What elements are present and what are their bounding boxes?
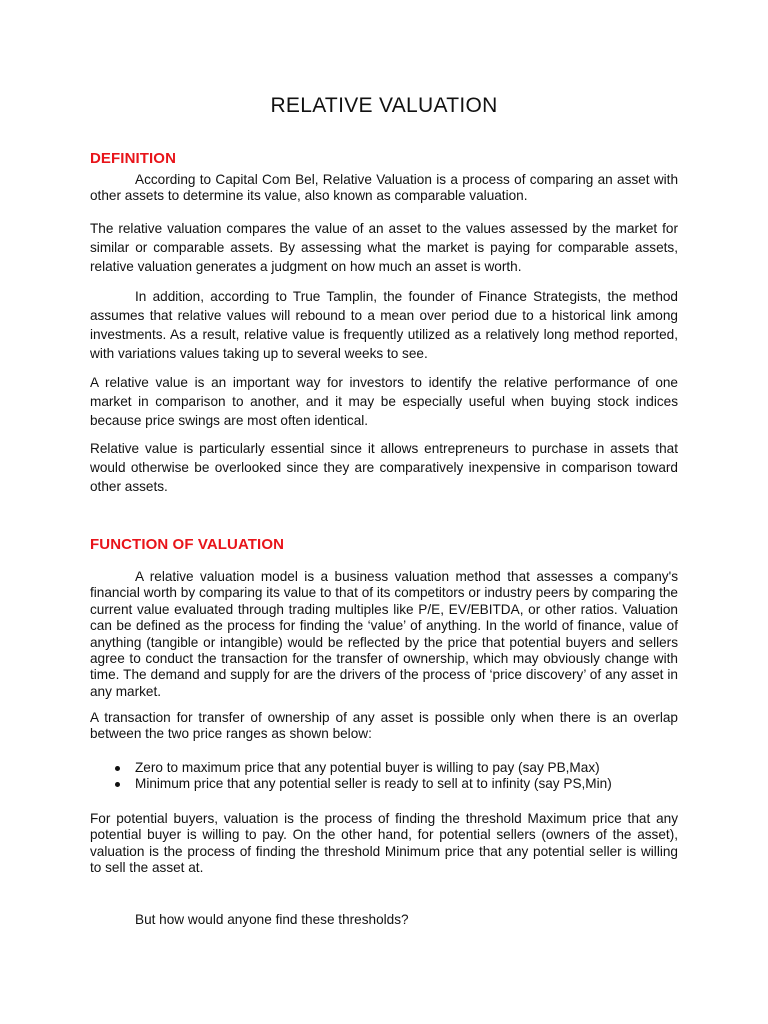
- function-paragraph-2: A transaction for transfer of ownership of any asset is possible only when there is an overlap between the two price ranges as shown below:: [90, 710, 678, 742]
- definition-paragraph-1: According to Capital Com Bel, Relative Valuation is a process of comparing an asset with other assets to determine its value, also known as comparable valuation.: [90, 172, 678, 204]
- price-range-list: [90, 760, 678, 793]
- closing-question: But how would anyone find these thresholds?: [135, 912, 409, 927]
- list-item-text: Minimum price that any potential seller is ready to sell at to infinity (say PS,Min): [135, 776, 612, 792]
- function-paragraph-1: A relative valuation model is a business valuation method that assesses a company's financial worth by comparing its value to that of its competitors or industry peers by comparing the current value evaluated through trading multiples like P/E, EV/EBITDA, or other ratios. Valuation can be defined as the process for finding the ‘value’ of anything. In the world of finance, value of anything (tangible or intangible) would be reflected by the price that potential buyers and sellers agree to conduct the transaction for the transfer of ownership, which may obviously change with time. The demand and supply for are the drivers of the process of ‘price discovery’ of any asset in any market.: [90, 569, 678, 699]
- definition-paragraph-3: In addition, according to True Tamplin, the founder of Finance Strategists, the method assumes that relative values will rebound to a mean over period due to a historical link among investments. As a result, relative value is frequently utilized as a relatively long method reported, with variations values taking up to several weeks to see.: [90, 289, 678, 361]
- definition-paragraph-5: Relative value is particularly essential since it allows entrepreneurs to purchase in assets that would otherwise be overlooked since they are comparatively inexpensive in comparison toward other assets.: [90, 441, 678, 494]
- list-item-text: Zero to maximum price that any potential buyer is willing to pay (say PB,Max): [135, 760, 600, 775]
- page-title: RELATIVE VALUATION: [270, 94, 498, 117]
- function-paragraph-3: For potential buyers, valuation is the process of finding the threshold Maximum price that any potential buyer is willing to pay. On the other hand, for potential sellers (owners of the asset), valuation is the process of finding the threshold Minimum price that any potential seller is willing to sell the asset at.: [90, 811, 678, 876]
- list-item: [90, 776, 678, 792]
- function-heading: FUNCTION OF VALUATION: [90, 536, 285, 553]
- list-item: [90, 760, 678, 776]
- definition-paragraph-4: A relative value is an important way for investors to identify the relative performance of one market in comparison to another, and it may be especially useful when buying stock indices because price swings are most often identical.: [90, 375, 678, 428]
- definition-paragraph-2: The relative valuation compares the value of an asset to the values assessed by the market for similar or comparable assets. By assessing what the market is paying for comparable assets, relative valuation generates a judgment on how much an asset is worth.: [90, 221, 678, 274]
- definition-heading: DEFINITION: [90, 150, 176, 167]
- bullet-icon: [115, 766, 120, 771]
- bullet-icon: [115, 782, 120, 787]
